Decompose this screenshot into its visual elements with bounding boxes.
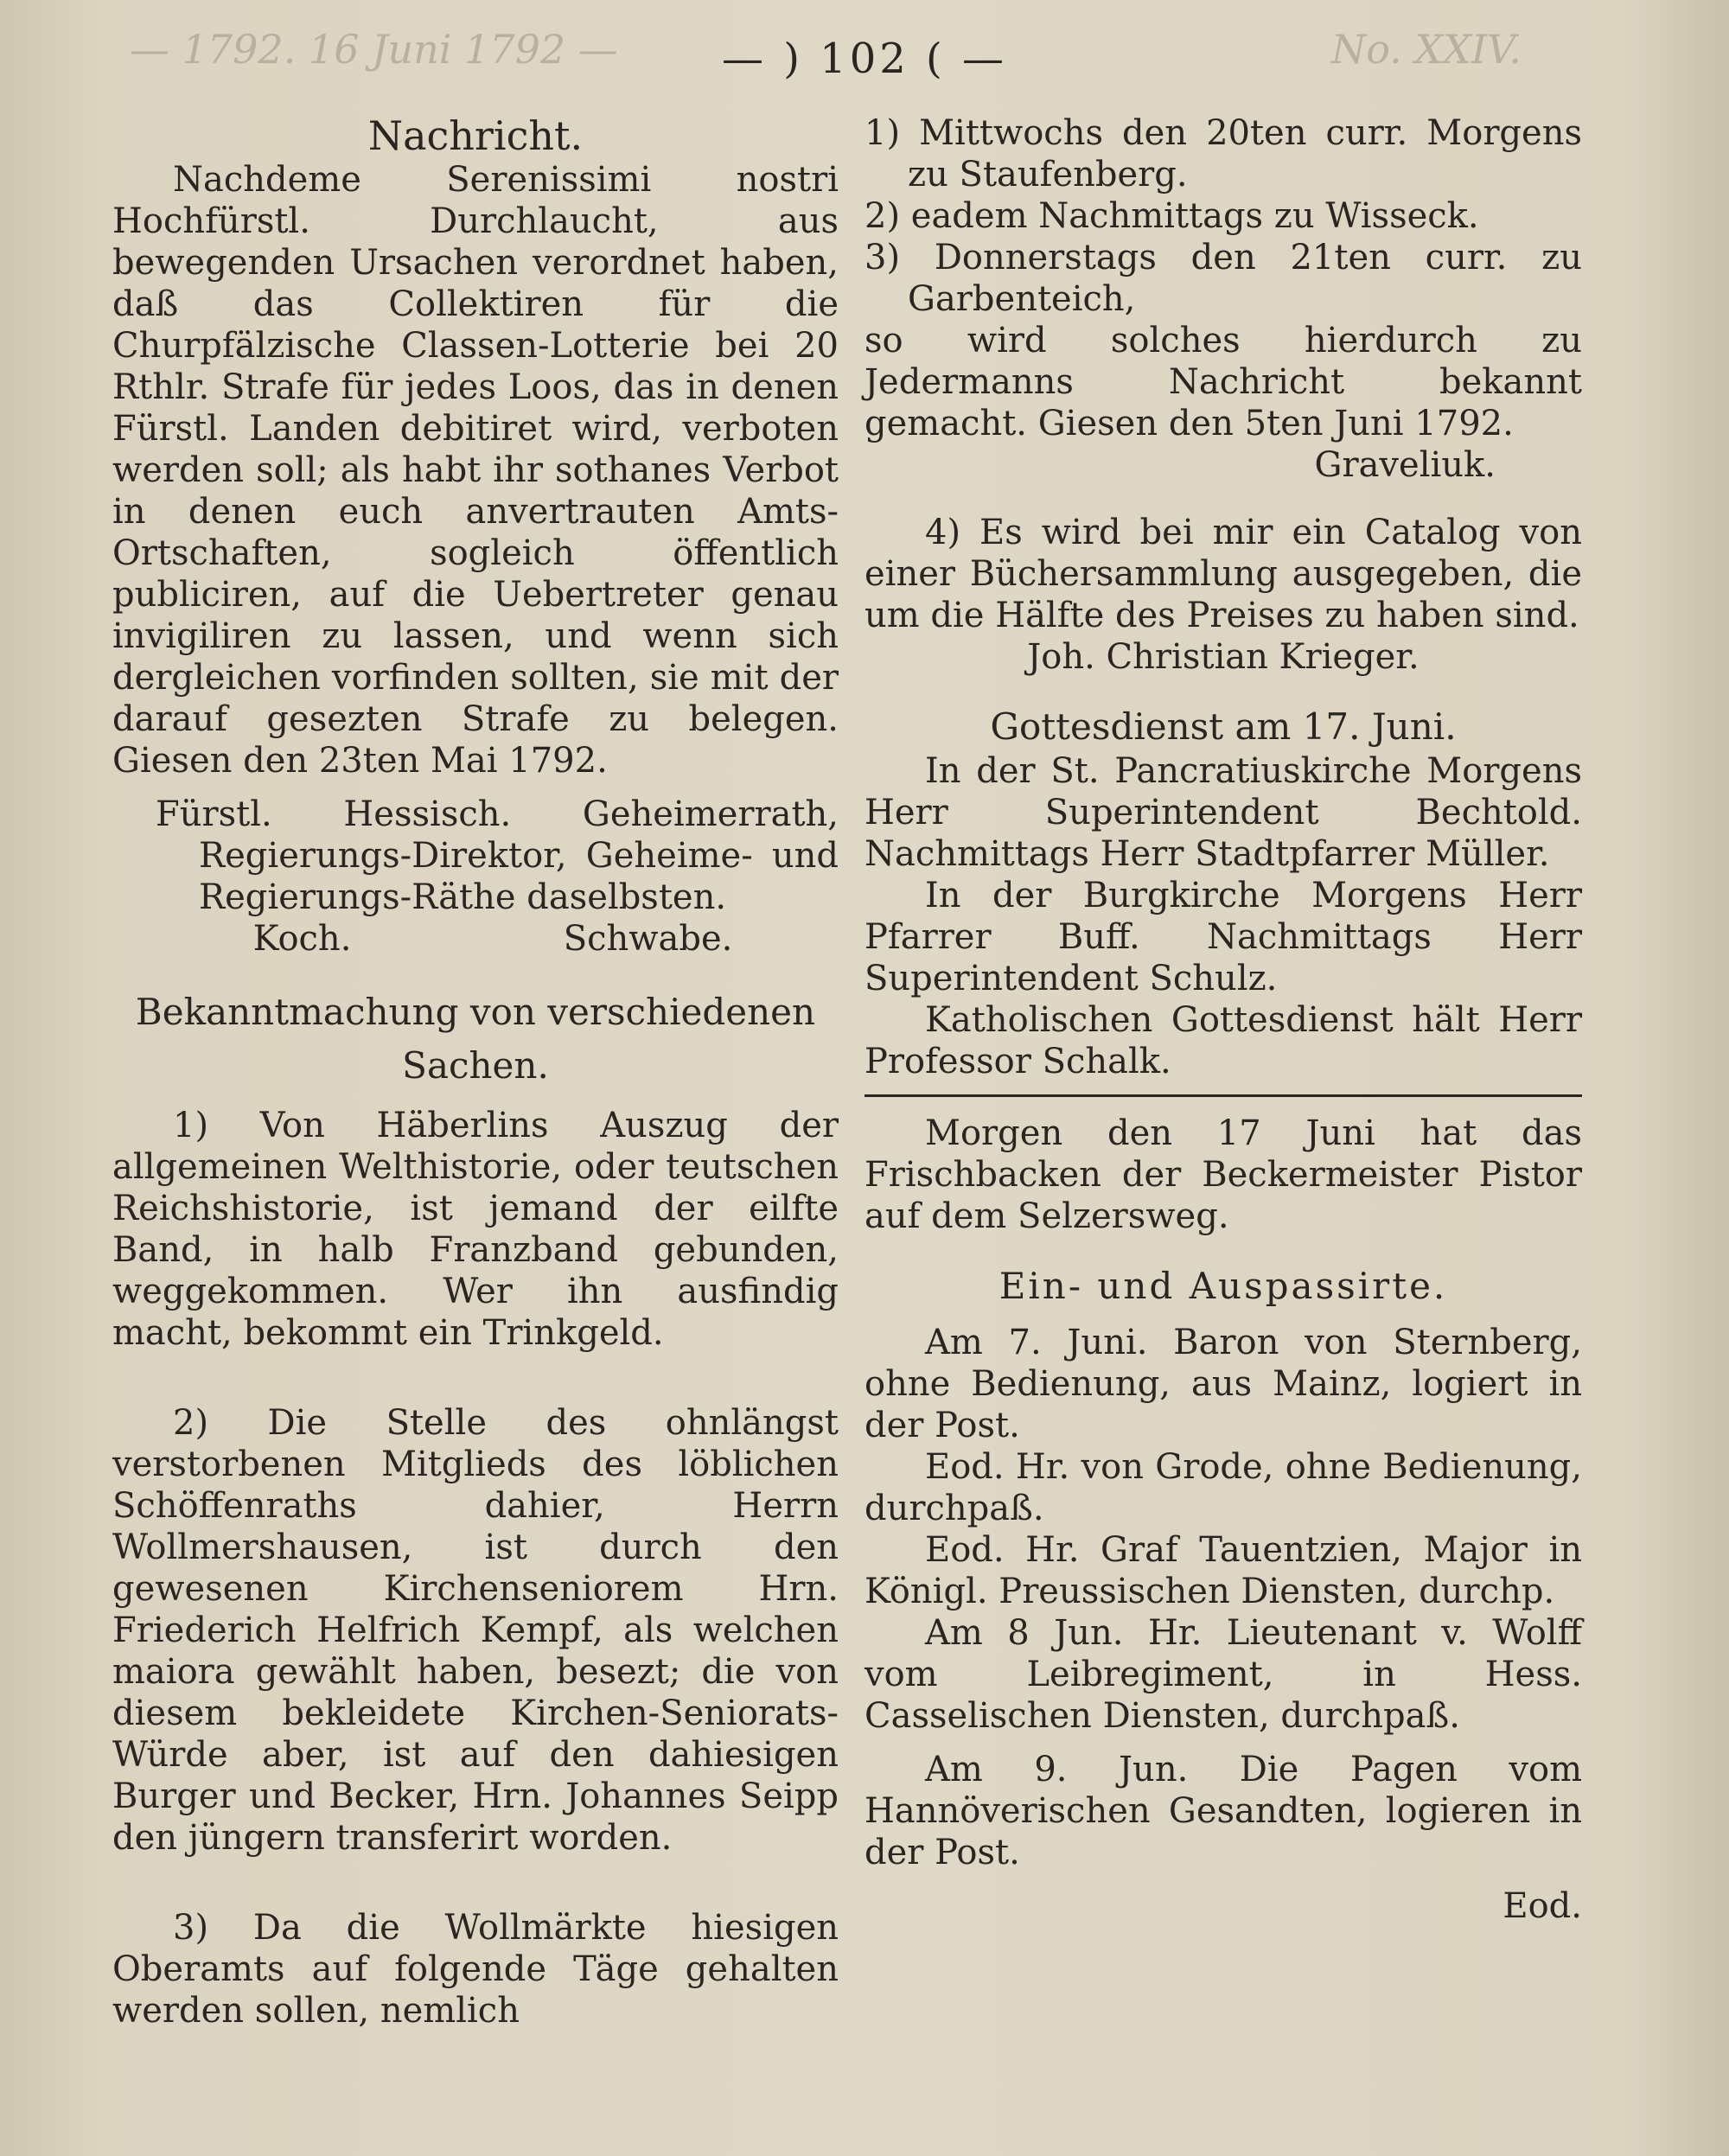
markets-announcement: so wird solches hierdurch zu Jedermanns Nachricht bekannt gemacht. Giesen den 5ten Juni 1792. — [864, 321, 1582, 443]
bake-notice: Morgen den 17 Juni hat das Frischbacken der Beckermeister Pistor auf dem Selzersweg. — [864, 1113, 1582, 1236]
catchword: Eod. — [1503, 1886, 1582, 1926]
signatory-title: Fürstl. Hessisch. Geheimerrath, Regierungs-Direktor, Geheime- und Regierungs-Räthe daselbsten. — [156, 794, 839, 917]
page-number: — ) 102 ( — — [721, 35, 1008, 83]
service-entry: In der Burgkirche Morgens Herr Pfarrer Buff. Nachmittags Herr Superintendent Schulz. — [864, 876, 1582, 998]
signatory-names — [112, 918, 839, 960]
sundry-title: Bekanntmachung von verschiedenen Sachen. — [135, 991, 816, 1087]
arrival-entry: Eod. Hr. von Grode, ohne Bedienung, durchpaß. — [864, 1447, 1582, 1528]
markets-signer: Graveliuk. — [1314, 445, 1496, 485]
notice-title: Nachricht. — [367, 112, 584, 159]
signatory-name: Koch. — [252, 919, 352, 959]
sundry-item-2: 2) Die Stelle des ohnlängst verstorbenen Mitglieds des löblichen Schöffenraths dahier, Herrn Wollmershausen, ist durch den gewesenen Kirchenseniorem Hrn. Friederich Helfrich Kempf, als welchen maiora gewählt haben, besezt; die von diesem bekleidete Kirchen-Seniorats-Würde aber, ist auf den dahiesigen Burger und Becker, Hrn. Johannes Seipp den jüngern transferirt worden. — [112, 1403, 839, 1858]
right-column — [864, 112, 1582, 1927]
notice-body: Nachdeme Serenissimi nostri Hochfürstl. Durchlaucht, aus bewegenden Ursachen verordnet haben, daß das Collektiren für die Churpfälzische Classen-Lotterie bei 20 Rthlr. Strafe für jedes Loos, das in denen Fürstl. Landen debitiret wird, verboten werden soll; als habt ihr sothanes Verbot in denen euch anvertrauten Amts-Ortschaften, sogleich öffentlich publiciren, auf die Uebertreter genau invigiliren zu lassen, und wenn sich dergleichen vorfinden sollten, sie mit der darauf gesezten Strafe zu belegen. Giesen den 23ten Mai 1792. — [112, 160, 839, 781]
arrival-entry: Am 7. Juni. Baron von Sternberg, ohne Bedienung, aus Mainz, logiert in der Post. — [864, 1323, 1582, 1445]
service-title: Gottesdienst am 17. Juni. — [990, 705, 1457, 748]
sundry-item-3: 3) Da die Wollmärkte hiesigen Oberamts auf folgende Täge gehalten werden sollen, nemlich — [112, 1908, 839, 2031]
market-item: 2) eadem Nachmittags zu Wisseck. — [864, 196, 1479, 236]
service-entry: In der St. Pancratiuskirche Morgens Herr Superintendent Bechtold. Nachmittags Herr Stadtpfarrer Müller. — [864, 751, 1582, 874]
section-divider — [864, 1094, 1582, 1097]
market-item: 1) Mittwochs den 20ten curr. Morgens zu Staufenberg. — [864, 113, 1582, 195]
sundry-item-1: 1) Von Häberlins Auszug der allgemeinen Welthistorie, oder teutschen Reichshistorie, ist jemand der eilfte Band, in halb Franzband gebunden, weggekommen. Wer ihn ausfindig macht, bekommt ein Trinkgeld. — [112, 1106, 839, 1353]
bleed-through-text-right: No. XXIV. — [1331, 26, 1522, 73]
signatory-name: Schwabe. — [563, 919, 733, 959]
arrivals-title: Ein- und Auspassirte. — [998, 1265, 1448, 1307]
item4-signer: Joh. Christian Krieger. — [1027, 637, 1420, 677]
sundry-item-4: 4) Es wird bei mir ein Catalog von einer Büchersammlung ausgegeben, die um die Hälfte des Preises zu haben sind. — [864, 513, 1582, 635]
arrival-entry: Am 8 Jun. Hr. Lieutenant v. Wolff vom Leibregiment, in Hess. Casselischen Diensten, durchpaß. — [864, 1613, 1582, 1736]
market-item: 3) Donnerstags den 21ten curr. zu Garbenteich, — [864, 238, 1582, 319]
arrival-entry: Eod. Hr. Graf Tauentzien, Major in Königl. Preussischen Diensten, durchp. — [864, 1530, 1582, 1611]
service-entry: Katholischen Gottesdienst hält Herr Professor Schalk. — [864, 1000, 1582, 1081]
arrival-entry: Am 9. Jun. Die Pagen vom Hannöverischen Gesandten, logieren in der Post. — [864, 1750, 1582, 1872]
left-column — [112, 112, 839, 2032]
bleed-through-text-left: — 1792. 16 Juni 1792 — — [130, 26, 618, 73]
